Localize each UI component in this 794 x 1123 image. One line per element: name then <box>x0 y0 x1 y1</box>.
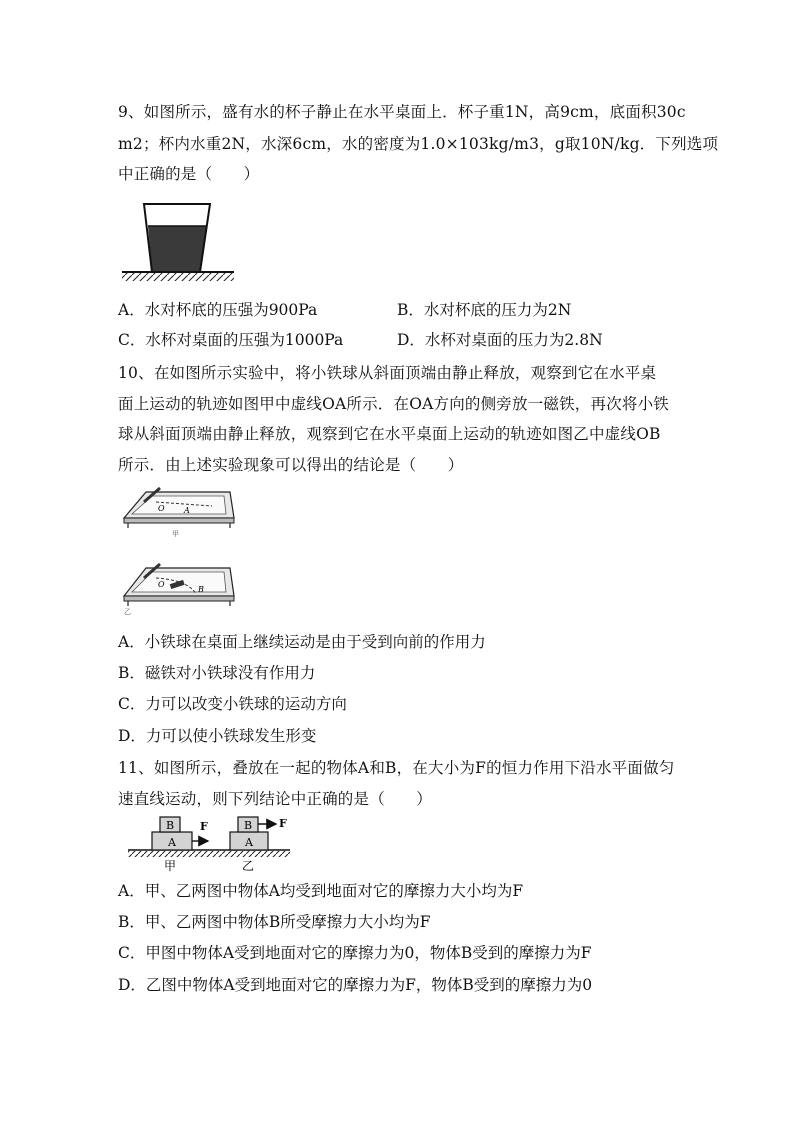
q11-option-c: C．甲图中物体A受到地面对它的摩擦力为0，物体B受到的摩擦力为F <box>118 944 592 962</box>
q10-option-a: A．小铁球在桌面上继续运动是由于受到向前的作用力 <box>118 633 486 651</box>
ground-hatch-icon <box>128 851 290 857</box>
top-panel-caption: 甲 <box>172 530 179 538</box>
block-b-left-label: B <box>166 819 175 832</box>
table-surface-icon <box>122 272 234 281</box>
table-bottom-panel-icon <box>124 564 234 616</box>
point-o-label: O <box>158 504 165 513</box>
q10-option-b: B．磁铁对小铁球没有作用力 <box>118 664 316 682</box>
q9-line-3: 中正确的是（ ） <box>118 165 260 183</box>
q9-option-c: C．水杯对桌面的压强为1000Pa <box>118 331 344 349</box>
block-a-right-label: A <box>245 836 253 849</box>
q9-option-a: A．水对杯底的压强为900Pa <box>118 301 318 319</box>
block-a-left-label: A <box>168 836 176 849</box>
q9-option-b: B．水对杯底的压力为2N <box>397 301 572 319</box>
left-caption: 甲 <box>164 859 177 873</box>
q10-line-1: 10、在如图所示实验中，将小铁球从斜面顶端由静止释放，观察到它在水平桌 <box>118 364 657 382</box>
cup-figure <box>118 198 238 282</box>
q9-option-d: D．水杯对桌面的压力为2.8N <box>397 331 603 349</box>
q10-option-d: D．力可以使小铁球发生形变 <box>118 727 317 745</box>
point-b-label: B <box>198 585 204 594</box>
bottom-panel-caption: 乙 <box>124 608 131 616</box>
force-label-right: F <box>279 817 287 830</box>
q10-option-c: C．力可以改变小铁球的运动方向 <box>118 695 347 713</box>
q9-line-2: m2；杯内水重2N，水深6cm，水的密度为1.0×103kg/m3，g取10N/kg．下列选项 <box>118 135 719 153</box>
q11-line-1: 11、如图所示，叠放在一起的物体A和B，在大小为F的恒力作用下沿水平面做匀 <box>118 759 675 777</box>
table-top-panel-icon <box>124 488 234 538</box>
point-a-label: A <box>184 506 190 515</box>
track-figure <box>118 484 238 616</box>
q10-line-4: 所示．由上述实验现象可以得出的结论是（ ） <box>118 456 464 474</box>
block-b-right-label: B <box>244 819 253 832</box>
cup-icon <box>144 204 210 272</box>
point-o-label-2: O <box>158 580 165 589</box>
q11-option-a: A．甲、乙两图中物体A均受到地面对它的摩擦力大小均为F <box>118 882 524 900</box>
q11-option-b: B．甲、乙两图中物体B所受摩擦力大小均为F <box>118 913 431 931</box>
q11-line-2: 速直线运动，则下列结论中正确的是（ ） <box>118 790 433 808</box>
right-caption: 乙 <box>242 859 255 873</box>
q10-line-2: 面上运动的轨迹如图甲中虚线OA所示．在OA方向的侧旁放一磁铁，再次将小铁 <box>118 395 670 413</box>
q11-option-d: D．乙图中物体A受到地面对它的摩擦力为F，物体B受到的摩擦力为0 <box>118 976 593 994</box>
blocks-figure <box>126 812 292 874</box>
right-setup <box>230 817 287 873</box>
q9-line-1: 9、如图所示，盛有水的杯子静止在水平桌面上．杯子重1N，高9cm，底面积30c <box>118 103 686 121</box>
left-setup <box>152 817 208 873</box>
force-label-left: F <box>200 820 208 833</box>
q10-line-3: 球从斜面顶端由静止释放，观察到它在水平桌面上运动的轨迹如图乙中虚线OB <box>118 425 661 443</box>
